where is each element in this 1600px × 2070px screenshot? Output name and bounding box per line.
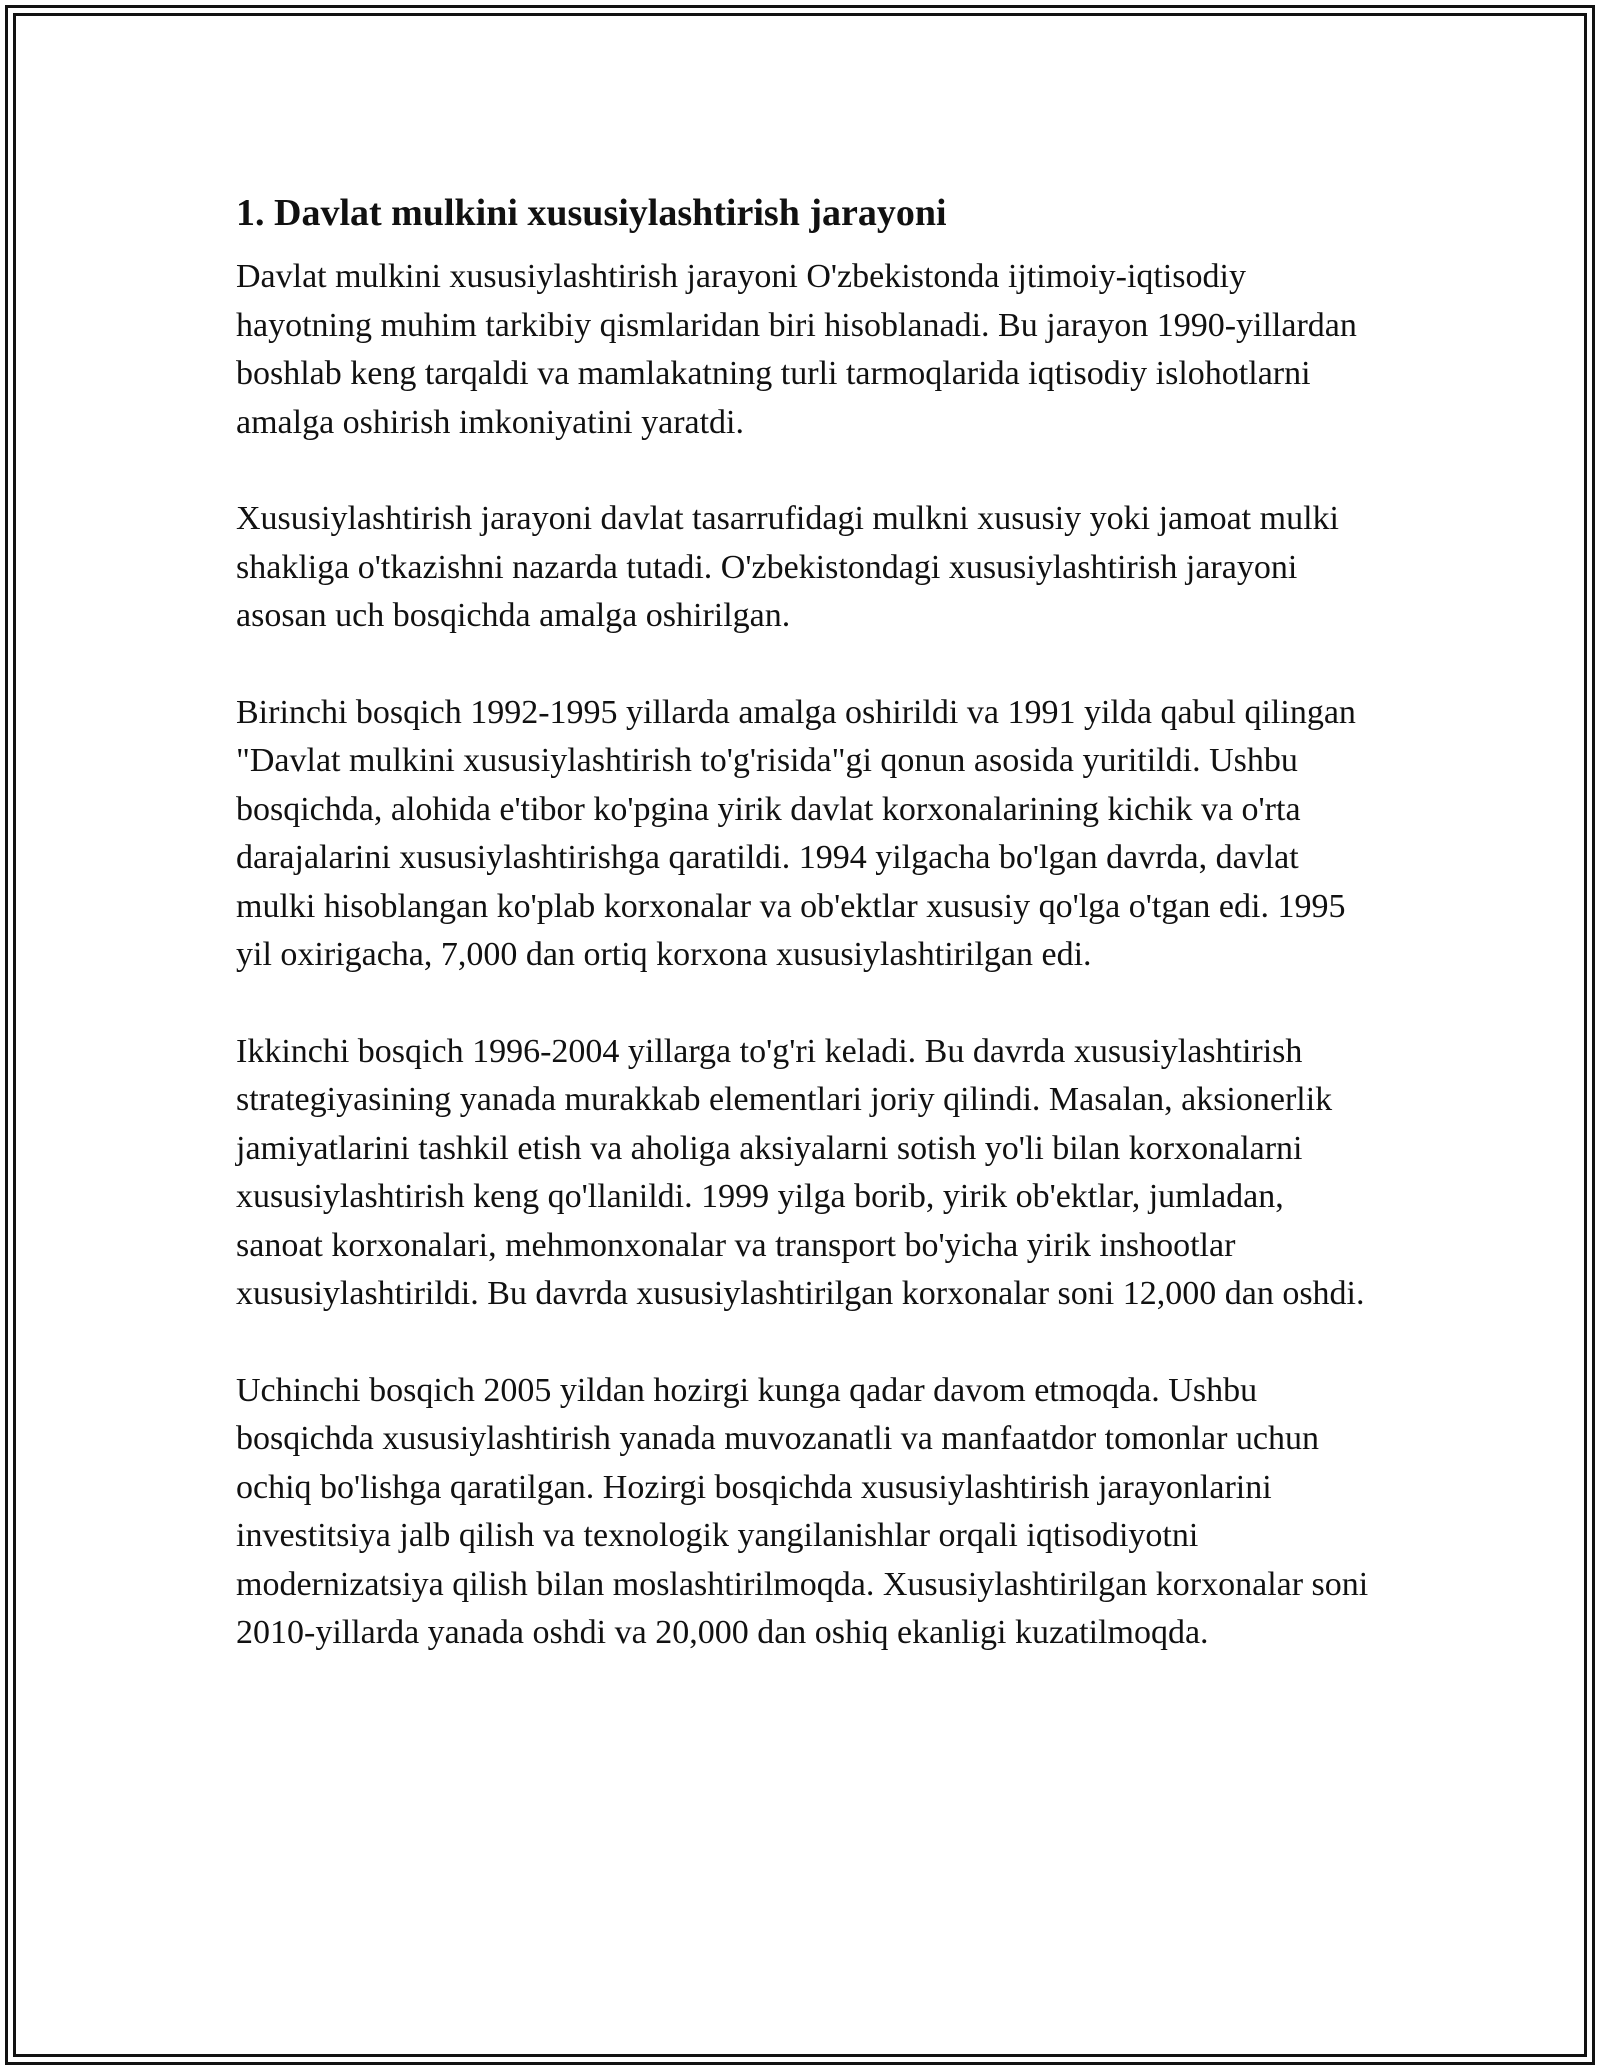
paragraph-intro: Davlat mulkini xususiylashtirish jarayoni O'zbekistonda ijtimoiy-iqtisodiy hayotning muhim tarkibiy qismlaridan biri hisoblanadi. Bu jarayon 1990-yillardan boshlab keng tarqaldi va mamlakatning turli tarmoqlarida iqtisodiy islohotlarni amalga oshirish imkoniyatini yaratdi. bbox=[236, 258, 1357, 441]
document-body bbox=[236, 185, 1376, 1706]
section-heading: 1. Davlat mulkini xususiylashtirish jarayoni bbox=[236, 192, 947, 234]
paragraph-stage-three: Uchinchi bosqich 2005 yildan hozirgi kunga qadar davom etmoqda. Ushbu bosqichda xususiylashtirish yanada muvozanatli va manfaatdor tomonlar uchun ochiq bo'lishga qaratilgan. Hozirgi bosqichda xususiylashtirish jarayonlarini investitsiya jalb qilish va texnologik yangilanishlar orqali iqtisodiyotni modernizatsiya qilish bilan moslashtirilmoqda. Xususiylashtirilgan korxonalar soni 2010-yillarda yanada oshdi va 20,000 dan oshiq ekanligi kuzatilmoqda. bbox=[236, 1371, 1369, 1651]
paragraph-stage-one: Birinchi bosqich 1992-1995 yillarda amalga oshirildi va 1991 yilda qabul qilingan "Davlat mulkini xususiylashtirish to'g'risida"gi qonun asosida yuritildi. Ushbu bosqichda, alohida e'tibor ko'pgina yirik davlat korxonalarining kichik va o'rta darajalarini xususiylashtirishga qaratildi. 1994 yilgacha bo'lgan davrda, davlat mulki hisoblangan ko'plab korxonalar va ob'ektlar xususiy qo'lga o'tgan edi. 1995 yil oxirigacha, 7,000 dan ortiq korxona xususiylashtirilgan edi. bbox=[236, 693, 1356, 973]
paragraph-stage-two: Ikkinchi bosqich 1996-2004 yillarga to'g'ri keladi. Bu davrda xususiylashtirish strategiyasining yanada murakkab elementlari joriy qilindi. Masalan, aksionerlik jamiyatlarini tashkil etish va aholiga aksiyalarni sotish yo'li bilan korxonalarni xususiylashtirish keng qo'llanildi. 1999 yilga borib, yirik ob'ektlar, jumladan, sanoat korxonalari, mehmonxonalar va transport bo'yicha yirik inshootlar xususiylashtirildi. Bu davrda xususiylashtirilgan korxonalar soni 12,000 dan oshdi. bbox=[236, 1032, 1365, 1312]
paragraph-definition: Xususiylashtirish jarayoni davlat tasarrufidagi mulkni xususiy yoki jamoat mulki shakliga o'tkazishni nazarda tutadi. O'zbekistondagi xususiylashtirish jarayoni asosan uch bosqichda amalga oshirilgan. bbox=[236, 500, 1339, 634]
